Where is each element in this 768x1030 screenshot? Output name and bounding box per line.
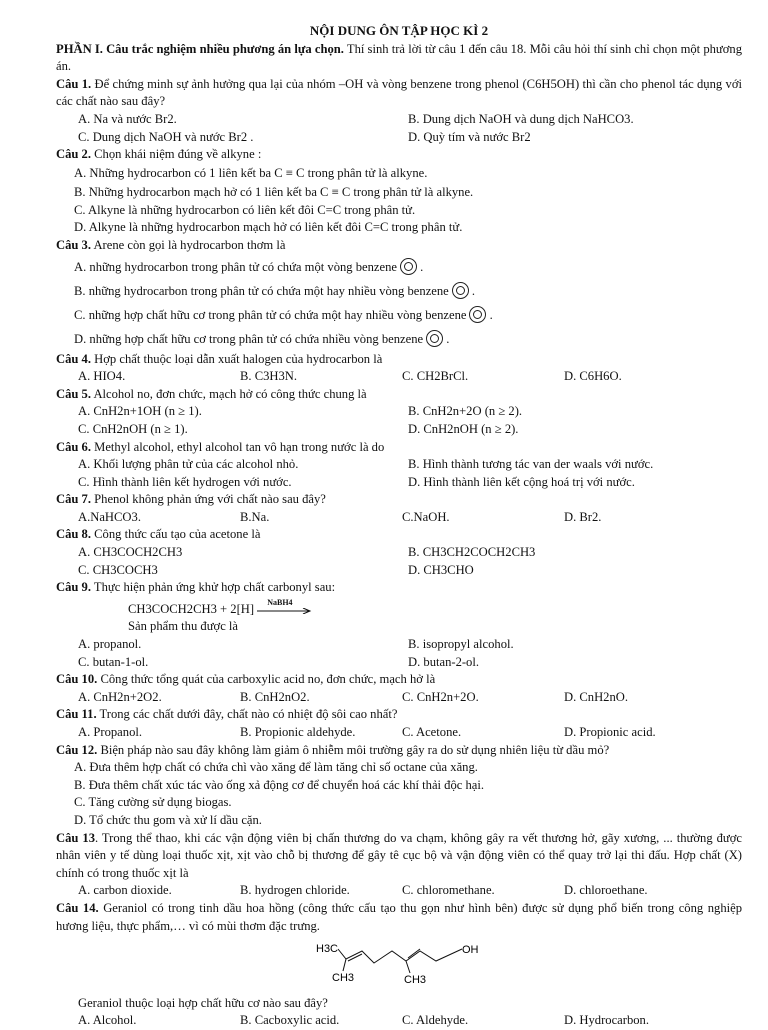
struct-label-h3c: H3C	[316, 943, 339, 956]
question-text: Công thức tổng quát của carboxylic acid no, đơn chức, mạch hở là	[97, 672, 436, 687]
question-number: Câu 11.	[56, 707, 97, 722]
option-b[interactable]: B.Na.	[240, 509, 270, 524]
question-2	[56, 146, 742, 164]
question-text: Chọn khái niệm đúng về alkyne :	[91, 147, 262, 162]
option-d[interactable]: D. những hợp chất hữu cơ trong phân tử có chứa nhiều vòng benzene .	[74, 331, 450, 346]
section-instructions: Thí sinh trả lời từ câu 1 đến câu 18. Mỗi câu hỏi thí sinh chỉ chọn một phương án.	[56, 41, 743, 74]
question-number: Câu 13	[56, 830, 95, 845]
option-a[interactable]: A. carbon dioxide.	[78, 883, 172, 898]
option-d[interactable]: D. CnH2nO.	[564, 689, 629, 704]
option-a[interactable]: A. CnH2n+1OH (n ≥ 1).	[78, 404, 202, 419]
question-7	[56, 491, 742, 509]
question-text: . Trong thể thao, khi các vận động viên bị chấn thương do va chạm, không gây ra vết thương hở, gãy xương, ... thường được nhân viên y tế dùng loại thuốc xịt, xịt vào chỗ bị thương để gây tê cục bộ và vận động viên có thể quay trở lại thi đấu. Hợp chất (X) chính có trong thuốc xịt là	[56, 830, 742, 880]
option-text: C. những hợp chất hữu cơ trong phân tử có chứa một hay nhiều vòng benzene	[74, 307, 467, 322]
product-prompt: Sản phẩm thu được là	[128, 619, 239, 634]
benzene-ring-icon	[426, 330, 443, 347]
question-4	[56, 351, 742, 369]
option-d[interactable]: D. Tổ chức thu gom và xử lí dầu cặn.	[74, 812, 262, 827]
option-a[interactable]: A. Đưa thêm hợp chất có chứa chì vào xăng để làm tăng chỉ số octane của xăng.	[74, 760, 478, 775]
section-heading: PHẦN I. Câu trắc nghiệm nhiều phương án lựa chọn.	[56, 41, 344, 56]
option-d[interactable]: D. Hình thành liên kết cộng hoá trị với nước.	[408, 474, 635, 489]
reaction-equation	[128, 597, 742, 619]
option-d[interactable]: D. Alkyne là những hydrocarbon mạch hở có liên kết đôi C=C trong phân tử.	[74, 220, 463, 235]
reaction-reactants: CH3COCH2CH3 + 2[H]	[128, 601, 255, 616]
option-b[interactable]: B. CnH2nO2.	[240, 689, 310, 704]
benzene-ring-icon	[452, 282, 469, 299]
geraniol-skeletal-formula	[316, 939, 486, 985]
question-text: Alcohol no, đơn chức, mạch hở có công thức chung là	[91, 386, 367, 401]
carbon-chain	[338, 949, 462, 963]
option-a[interactable]: A. CH3COCH2CH3	[78, 545, 183, 560]
reaction-arrow-icon	[257, 597, 313, 617]
question-number: Câu 10.	[56, 672, 98, 687]
option-a[interactable]: A. propanol.	[78, 637, 142, 652]
question-14	[56, 900, 742, 935]
question-number: Câu 1.	[56, 76, 92, 91]
option-b[interactable]: B. Hình thành tương tác van der waals với nước.	[408, 457, 654, 472]
reaction-reagent: NaBH4	[267, 597, 293, 607]
option-b[interactable]: B. hydrogen chloride.	[240, 883, 350, 898]
option-c[interactable]: C. CH2BrCl.	[402, 369, 469, 384]
question-text: Arene còn gọi là hydrocarbon thơm là	[91, 237, 286, 252]
question-text: Biện pháp nào sau đây không làm giảm ô nhiễm môi trường gây ra do sử dụng nhiên liệu từ dầu mỏ?	[97, 742, 610, 757]
option-text: B. những hydrocarbon trong phân tử có chứa một hay nhiều vòng benzene	[74, 283, 449, 298]
document-page	[56, 22, 742, 1030]
option-d[interactable]: D. CnH2nOH (n ≥ 2).	[408, 421, 519, 436]
question-text: Hợp chất thuộc loại dẫn xuất halogen của hydrocarbon là	[91, 351, 383, 366]
struct-label-oh: OH	[462, 944, 479, 957]
option-b[interactable]: B. CnH2n+2O (n ≥ 2).	[408, 404, 523, 419]
option-a[interactable]: A. HIO4.	[78, 369, 126, 384]
option-a[interactable]: A.NaHCO3.	[78, 509, 141, 524]
option-b[interactable]: B. những hydrocarbon trong phân tử có chứa một hay nhiều vòng benzene .	[74, 283, 476, 298]
option-c[interactable]: C. chloromethane.	[402, 883, 495, 898]
option-c[interactable]: C. CnH2nOH (n ≥ 1).	[78, 421, 188, 436]
question-text: Phenol không phản ứng với chất nào sau đây?	[91, 492, 326, 507]
question-text: Trong các chất dưới đây, chất nào có nhiệt độ sôi cao nhất?	[96, 707, 398, 722]
question-text: Thực hiện phản ứng khử hợp chất carbonyl sau:	[91, 580, 336, 595]
question-number: Câu 4.	[56, 351, 91, 366]
double-bond-right	[408, 949, 420, 958]
benzene-ring-icon	[400, 258, 417, 275]
option-b[interactable]: B. CH3CH2COCH2CH3	[408, 545, 536, 560]
option-b[interactable]: B. isopropyl alcohol.	[408, 637, 514, 652]
option-c[interactable]: C.NaOH.	[402, 509, 450, 524]
option-d[interactable]: D. Br2.	[564, 509, 602, 524]
option-a[interactable]: A. Na và nước Br2.	[78, 111, 177, 126]
option-a[interactable]: A. Những hydrocarbon có 1 liên kết ba C ≡ C trong phân tử là alkyne.	[74, 165, 428, 180]
option-d[interactable]: D. chloroethane.	[564, 883, 648, 898]
bond-methyl-right	[406, 961, 410, 973]
option-c[interactable]: C. Alkyne là những hydrocarbon có liên kết đôi C=C trong phân tử.	[74, 202, 416, 217]
question-text: Geraniol có trong tinh dầu hoa hồng (công thức cấu tạo thu gọn như hình bên) được sử dụng phổ biến trong công nghiệp hương liệu, thực phẩm,… vì có mùi thơm đặc trưng.	[56, 900, 742, 933]
option-b[interactable]: B. Đưa thêm chất xúc tác vào ống xả động cơ để chuyển hoá các khí thải độc hại.	[74, 777, 485, 792]
question-text: Để chứng minh sự ảnh hưởng qua lại của nhóm –OH và vòng benzene trong phenol (C6H5OH) thì cần cho phenol tác dụng với các chất nào sau đây?	[56, 76, 742, 109]
question-number: Câu 14.	[56, 900, 99, 915]
question-text: Công thức cấu tạo của acetone là	[91, 527, 261, 542]
question-5	[56, 386, 742, 404]
question-3	[56, 237, 742, 255]
question-number: Câu 5.	[56, 386, 91, 401]
question-14-prompt: Geraniol thuộc loại hợp chất hữu cơ nào sau đây?	[78, 995, 328, 1010]
option-c[interactable]: C. Acetone.	[402, 725, 462, 739]
option-d[interactable]: D. Hydrocarbon.	[564, 1013, 649, 1028]
option-c[interactable]: C. butan-1-ol.	[78, 654, 149, 669]
question-number: Câu 2.	[56, 147, 91, 162]
arrow-line	[257, 608, 313, 614]
question-number: Câu 3.	[56, 237, 91, 252]
struct-label-ch3-left: CH3	[332, 972, 355, 985]
question-number: Câu 7.	[56, 492, 91, 507]
option-a[interactable]: A. Khối lượng phân tử của các alcohol nhỏ.	[78, 457, 299, 472]
question-6	[56, 439, 742, 457]
page-title: NỘI DUNG ÔN TẬP HỌC KÌ 2	[309, 23, 489, 38]
bond-methyl-left	[343, 959, 346, 971]
option-c[interactable]: C. Hình thành liên kết hydrogen với nước.	[78, 474, 292, 489]
benzene-ring-icon	[469, 306, 486, 323]
option-c[interactable]: C. Dung dịch NaOH và nước Br2 .	[78, 129, 254, 144]
question-11	[56, 706, 742, 724]
question-13	[56, 830, 742, 883]
option-b[interactable]: B. Dung dịch NaOH và dung dịch NaHCO3.	[408, 111, 634, 126]
question-1	[56, 76, 742, 111]
option-a[interactable]: A. Alcohol.	[78, 1013, 137, 1028]
option-d[interactable]: D. Quỳ tím và nước Br2	[408, 129, 531, 144]
option-text: D. những hợp chất hữu cơ trong phân tử có chứa nhiều vòng benzene	[74, 331, 424, 346]
option-d[interactable]: D. CH3CHO	[408, 562, 474, 577]
option-c[interactable]: C. những hợp chất hữu cơ trong phân tử có chứa một hay nhiều vòng benzene .	[74, 307, 493, 322]
question-10	[56, 671, 742, 689]
option-c[interactable]: C. CH3COCH3	[78, 562, 158, 577]
question-number: Câu 12.	[56, 742, 98, 757]
question-number: Câu 9.	[56, 580, 91, 595]
section-intro	[56, 41, 742, 76]
option-a[interactable]: A. những hydrocarbon trong phân tử có chứa một vòng benzene .	[74, 259, 424, 274]
question-12	[56, 742, 742, 760]
question-number: Câu 8.	[56, 527, 91, 542]
option-b[interactable]: B. C3H3N.	[240, 369, 298, 384]
option-c[interactable]: C. CnH2n+2O.	[402, 689, 479, 704]
option-b[interactable]: B. Những hydrocarbon mạch hở có 1 liên kết ba C ≡ C trong phân tử là alkyne.	[74, 184, 474, 199]
option-b[interactable]: B. Cacboxylic acid.	[240, 1013, 340, 1028]
option-a[interactable]: A. Propanol.	[78, 725, 143, 739]
option-b[interactable]: B. Propionic aldehyde.	[240, 725, 356, 739]
option-d[interactable]: D. butan-2-ol.	[408, 654, 479, 669]
struct-label-ch3-right: CH3	[404, 974, 427, 986]
option-text: A. những hydrocarbon trong phân tử có chứa một vòng benzene	[74, 259, 397, 274]
question-8	[56, 526, 742, 544]
option-a[interactable]: A. CnH2n+2O2.	[78, 689, 162, 704]
geraniol-structure	[316, 939, 742, 991]
option-d[interactable]: D. Propionic acid.	[564, 725, 656, 739]
option-d[interactable]: D. C6H6O.	[564, 369, 622, 384]
question-text: Methyl alcohol, ethyl alcohol tan vô hạn trong nước là do	[91, 439, 385, 454]
option-c[interactable]: C. Aldehyde.	[402, 1013, 469, 1028]
option-c[interactable]: C. Tăng cường sử dụng biogas.	[74, 795, 232, 810]
question-9	[56, 579, 742, 597]
question-number: Câu 6.	[56, 439, 91, 454]
